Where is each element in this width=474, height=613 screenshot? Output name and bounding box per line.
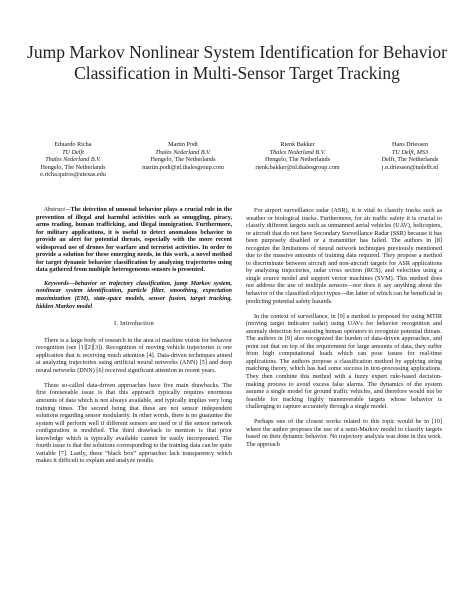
author-name: Martin Podt	[168, 141, 198, 148]
author-email[interactable]: e.richa.quiros@utexas.edu	[40, 171, 106, 179]
author-name: Rienk Bakker	[280, 141, 315, 148]
abstract-lead: Abstract—	[44, 206, 71, 213]
right-paragraph-3: Perhaps one of the closest works related to this topic would be in [10] where the author proposes the use of a semi-Markov model to classify targets based on their dynamic behavior. No trajectory analysis was done in this work. The approach	[246, 418, 442, 448]
right-paragraph-2: In the context of surveillance, in [9] a method is proposed for using MTIR (moving target indicator radar) using UAVs for behavior recognition and anomaly detection for assisting human operators to recognize potential threats. The authors in [9] also recognized the burden of data-driven approaches, and point out that on top of the requirement for large amounts of data, they suffer from high computational loads which can pose issues for real-time applications. The authors propose a classification method by applying string matching theory, which has had some success in text-processing applications. They then combine this method with a fuzzy expert rule-based decision-making process to avoid excess false alarms. The dynamics of the system assume a single model for ground traffic vehicles, and therefore would not be feasible for tracking highly maneuverable targets whose behavior is challenging to capture accurately through a single model.	[246, 312, 442, 411]
author-email[interactable]: j.n.driessen@tudelft.nl	[381, 163, 439, 171]
author-affiliation: Thales Nederland B.V.	[269, 148, 326, 156]
author-podt	[128, 141, 238, 171]
author-city: Delft, The Netherlands	[381, 156, 439, 164]
author-driessen	[355, 141, 465, 171]
section-heading-introduction: I. Introduction	[114, 320, 154, 328]
author-block	[0, 141, 474, 191]
author-affiliation-2: Thales Nederland B.V.	[45, 156, 101, 164]
author-richa	[18, 141, 128, 179]
author-name: Eduardo Richa	[54, 141, 92, 148]
intro-paragraph-2: These so-called data-driven approaches have five main drawbacks. The first foreseeable issue is that this approach typically requires enormous amounts of data which is not always available, and typically implies very long training times. The second being that these are not sensor independent solutions regarding sensor modularity. In other words, there is no guarantee the system will perform well if different sensors are used or if the sensor network configuration is modified. The third drawback to mention is that prior knowledge which is typically available cannot be easily incorporated. The fourth issue is that the solutions corresponding to the training data can be quite variable [7]. Lastly, these “black box” approaches lack transparency which makes it difficult to explain and analyze results.	[36, 381, 233, 465]
keywords: Keywords—behavior or trajectory classification, jump Markov system, nonlinear system identification, particle filter, smoothing, expectation maximization (EM), state-space models, sensor fusion, target tracking, hidden Markov model	[36, 279, 232, 310]
author-email[interactable]: martin.podt@nl.thalesgroup.com	[142, 163, 224, 171]
abstract	[36, 206, 232, 274]
author-city: Hengelo, The Netherlands	[150, 156, 216, 164]
author-email[interactable]: rienk.bakker@nl.thalesgroup.com	[255, 163, 340, 171]
right-column	[246, 207, 442, 456]
left-column	[36, 206, 232, 472]
author-bakker	[240, 141, 355, 171]
author-affiliation: TU Delft	[62, 148, 84, 156]
author-affiliation: Thales Nederland B.V.	[155, 148, 211, 156]
author-name: Hans Driessen	[392, 141, 428, 148]
intro-paragraph-1: There is a large body of research in the area of machine vision for behavior recognition (see [1][2][3]). Recognition of moving vehicle trajectories is one application that is receiving much attention [4]. Data-driven techniques aimed at analyzing trajectories using artificial neural networks (ANN) [5] and deep neural networks (DNN) [6] received significant attention in recent years.	[36, 336, 232, 374]
right-paragraph-1: For airport surveillance radar (ASR), it is vital to classify tracks such as weather or biological tracks. Furthermore, for air traffic safety it is crucial to classify different targets such as unmanned aerial vehicles (UAV), helicopters, or aircraft that do not have Secondary Surveillance Radar (SSR) because it has been purposely disabled or a transmitter has failed. The authors in [8] recognize the limitations of neural network techniques previously mentioned due to the massive amounts of training data required. They propose a method to discriminate between aircraft and non-aircraft targets for ASR applications by analyzing trajectories, radar cross section (RCS), and velocities using a single source model and support vector machines (SVM). This method does not address the use of multiple sensors—nor does it say anything about the behavior of the classified object types—the latter of which can be beneficial in predicting potential safety hazards.	[246, 207, 442, 305]
abstract-body: The detection of unusual behavior plays a crucial role in the prevention of illegal and harmful activities such as smuggling, piracy, arms trading, human trafficking, and illegal immigration. Furthermore, for military applications, it is useful to detect anomalous behavior to provide an alert for potential threats, especially with the more recent widespread use of drones for warfare and terrorist activities. In order to provide a solution for these emerging needs, in this work, a novel method for target dynamic behavior classification by analyzing trajectories using data gathered from multiple heterogeneous sensors is presented.	[36, 206, 232, 274]
author-affiliation: TU Delft, MS3	[391, 148, 429, 156]
author-city: Hengelo, The Netherlands	[264, 156, 330, 164]
paper-title: Jump Markov Nonlinear System Identification for Behavior Classification in Multi-Sensor Target Tracking	[27, 42, 447, 83]
author-city: Hengelo, The Netherlands	[40, 163, 106, 171]
